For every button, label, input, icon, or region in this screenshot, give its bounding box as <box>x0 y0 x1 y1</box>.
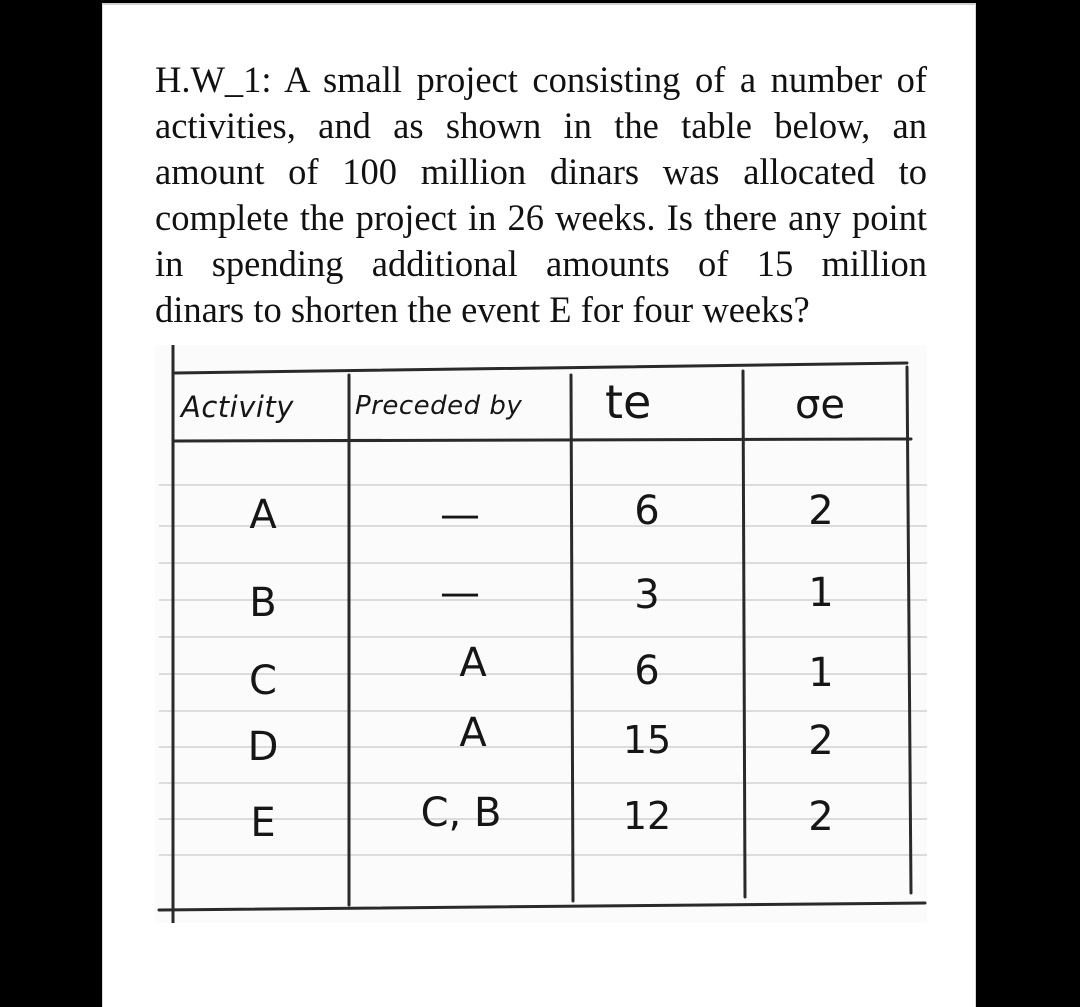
problem-line: complete the project in 26 weeks. Is there any point <box>155 197 927 238</box>
cell-sigma-e: 1 <box>808 650 834 696</box>
cell-activity: D <box>247 724 279 770</box>
cell-sigma-e: 2 <box>808 794 834 840</box>
column-divider <box>571 375 573 901</box>
cell-activity: B <box>249 580 277 626</box>
handwritten-table <box>155 345 927 923</box>
document-page <box>102 3 976 1007</box>
cell-activity: E <box>250 800 276 846</box>
column-divider <box>743 371 745 897</box>
cell-sigma-e: 1 <box>808 570 834 616</box>
cell-te: 12 <box>622 794 672 838</box>
right-border <box>907 367 911 893</box>
cell-te: 15 <box>622 718 672 762</box>
cell-te: 3 <box>634 572 660 618</box>
cell-preceded-by: — <box>440 570 480 616</box>
header-sigma-e: σe <box>795 382 845 428</box>
cell-sigma-e: 2 <box>808 718 834 764</box>
header-divider <box>175 439 911 441</box>
cell-preceded-by: A <box>459 640 487 686</box>
problem-line: dinars to shorten the event E for four weeks? <box>155 289 810 330</box>
problem-line: H.W_1: A small project consisting of a number of <box>155 59 927 100</box>
cell-preceded-by: A <box>459 710 487 756</box>
header-te: te <box>605 375 652 429</box>
problem-statement <box>155 57 927 333</box>
header-activity: Activity <box>181 390 294 424</box>
cell-te: 6 <box>634 648 660 694</box>
cell-preceded-by: C, B <box>420 790 502 836</box>
cell-preceded-by: — <box>440 492 480 538</box>
bottom-border <box>159 903 925 910</box>
header-preceded-by: Preceded by <box>355 391 523 421</box>
problem-line: amount of 100 million dinars was allocated to <box>155 151 927 192</box>
top-border <box>175 363 907 373</box>
cell-activity: C <box>249 658 277 704</box>
cell-te: 6 <box>634 488 660 534</box>
cell-activity: A <box>249 492 277 538</box>
problem-line: activities, and as shown in the table below, an <box>155 105 927 146</box>
cell-sigma-e: 2 <box>808 488 834 534</box>
problem-line: in spending additional amounts of 15 million <box>155 243 927 284</box>
